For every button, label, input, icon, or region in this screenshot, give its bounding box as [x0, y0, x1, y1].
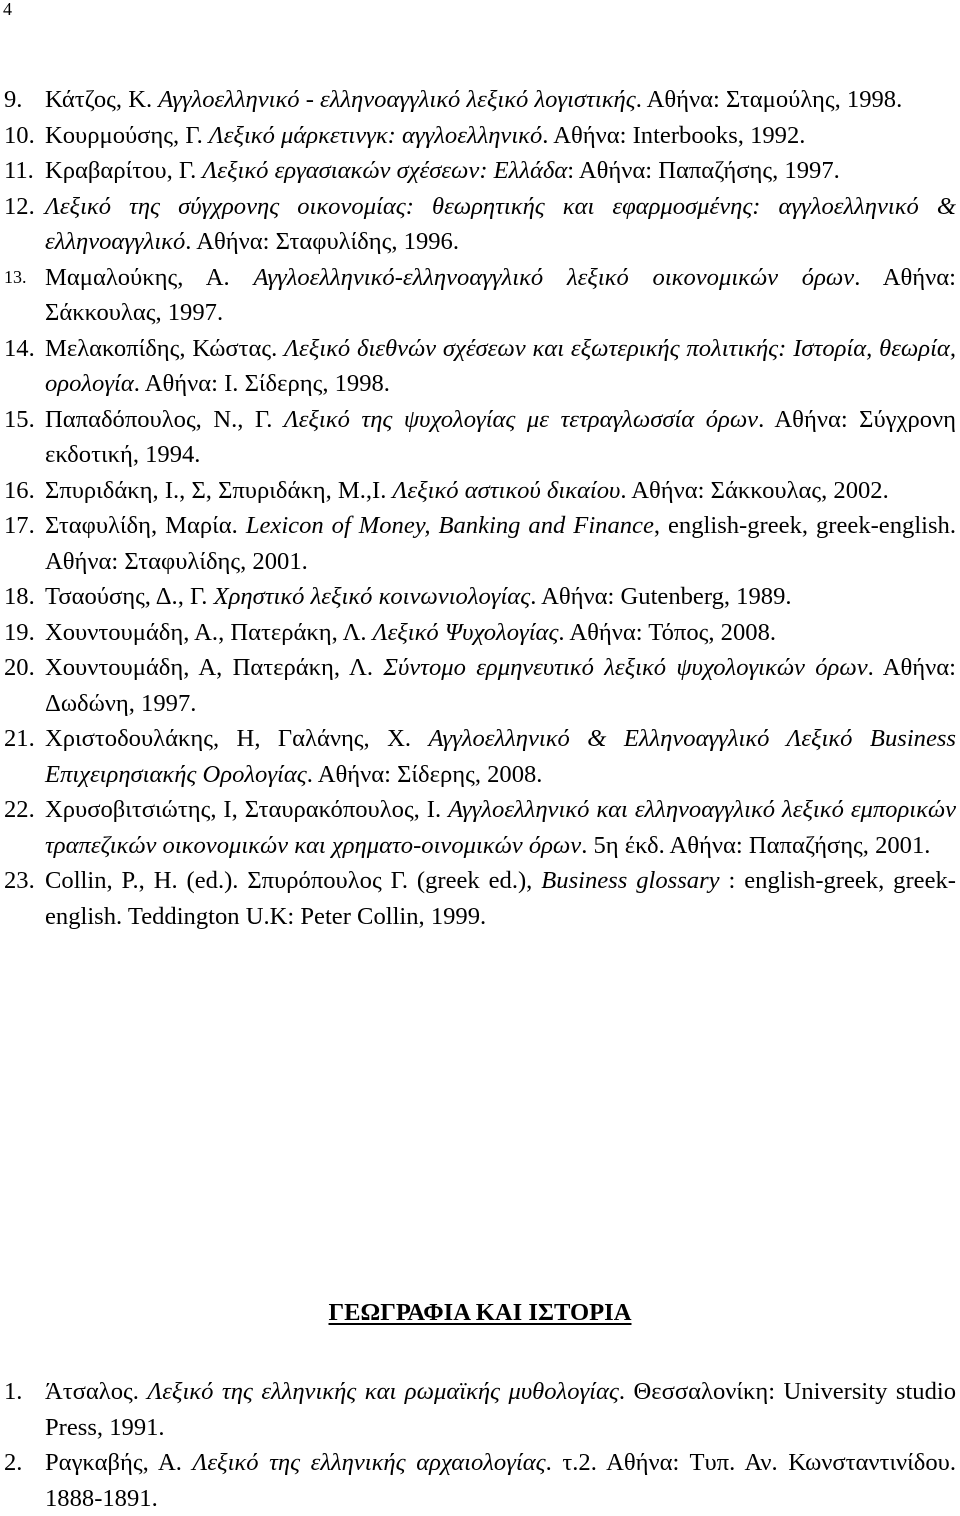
entry-author: Ραγκαβής, Α. [45, 1449, 193, 1476]
list-item [0, 615, 960, 651]
list-item [0, 792, 960, 863]
entry-author: Μαμαλούκης, Α. [45, 263, 254, 291]
page-number: 4 [3, 0, 12, 19]
entry-title: Λεξικό της σύγχρονης οικονομίας: θεωρητικής και εφαρμοσμένης: αγγλοελληνικό & ελληνοαγγλικό [45, 192, 956, 255]
entry-publication: . Αθήνα: Σταμούλης, 1998. [635, 86, 903, 113]
entry-title: Λεξικό μάρκετινγκ: αγγλοελληνικό [208, 121, 543, 149]
entry-number: 23. [4, 867, 35, 894]
list-item [0, 331, 960, 402]
list-item [0, 579, 960, 615]
entry-author: Χουντουμάδη, Α, Πατεράκη, Λ. [45, 654, 384, 681]
entry-author: Κραβαρίτου, Γ. [45, 157, 203, 184]
entry-publication: . 5η έκδ. Αθήνα: Παπαζήσης, 2001. [581, 831, 931, 859]
entry-title: Αγγλοελληνικό - ελληνοαγγλικό λεξικό λογιστικής [158, 86, 636, 113]
entry-publication: . Αθήνα: Σύγχρονη εκδοτική, 1994. [45, 405, 957, 468]
entry-publication: . Αθήνα: Τόπος, 2008. [558, 618, 777, 646]
entry-publication: : Αθήνα: Παπαζήσης, 1997. [567, 157, 840, 184]
entry-author: Κουρμούσης, Γ. [45, 121, 209, 149]
entry-author: Κάτζος, Κ. [45, 86, 159, 113]
entry-number: 20. [4, 654, 35, 681]
entry-number: 11. [4, 157, 34, 184]
entry-title: Business glossary [541, 867, 720, 894]
entry-title: Αγγλοελληνικό & Ελληνοαγγλικό Λεξικό Business Επιχειρησιακής Ορολογίας [45, 725, 957, 788]
entry-title: Αγγλοελληνικό-ελληνοαγγλικό λεξικό οικονομικών όρων [253, 263, 855, 291]
entry-publication: . Αθήνα: Δωδώνη, 1997. [45, 654, 956, 717]
entry-author: Χριστοδουλάκης, Η, Γαλάνης, Χ. [45, 725, 429, 752]
list-item [0, 1445, 960, 1516]
entry-author: Σταφυλίδη, Μαρία. [45, 512, 246, 539]
entry-publication: . Αθήνα: Σταφυλίδης, 1996. [185, 228, 459, 255]
list-item [0, 82, 960, 118]
entry-publication: : english-greek, greek-english. Teddington U.K: Peter Collin, 1999. [45, 867, 956, 930]
entry-title: Λεξικό της ελληνικής και ρωμαϊκής μυθολογίας [147, 1378, 619, 1405]
entry-number: 14. [4, 334, 35, 362]
entry-publication: . Αθήνα: Interbooks, 1992. [542, 121, 806, 149]
list-item [0, 118, 960, 154]
entry-number: 17. [4, 512, 35, 539]
entry-number: 13. [4, 266, 27, 287]
entry-number: 15. [4, 405, 35, 433]
entry-publication: . Αθήνα: Σάκκουλας, 1997. [45, 263, 956, 326]
entry-title: Χρηστικό λεξικό κοινωνιολογίας [213, 583, 531, 610]
list-item [0, 508, 960, 579]
list-item [0, 153, 960, 189]
entry-title: Λεξικό της ψυχολογίας με τετραγλωσσία όρων [283, 405, 759, 433]
list-item [0, 650, 960, 721]
entry-title: Λεξικό εργασιακών σχέσεων: Ελλάδα [202, 157, 568, 184]
entry-publication: . Αθήνα: Σίδερης, 2008. [306, 760, 543, 788]
entry-title: Αγγλοελληνικό και ελληνοαγγλικό λεξικό εμπορικών τραπεζικών οικονομικών και χρηματο-οινομικών όρων [45, 796, 956, 859]
entry-author: Μελακοπίδης, Κώστας. [45, 334, 285, 362]
entry-title: Λεξικό Ψυχολογίας [372, 618, 559, 646]
list-item [0, 1374, 960, 1445]
entry-publication: . Θεσσαλονίκη: University studio Press, 1991. [45, 1378, 956, 1441]
entry-number: 19. [4, 618, 35, 646]
list-item [0, 402, 960, 473]
entry-author: Άτσαλος. [45, 1378, 148, 1405]
list-item [0, 473, 960, 509]
entry-author: Παπαδόπουλος, Ν., Γ. [45, 405, 284, 433]
entry-publication: . Αθήνα: Gutenberg, 1989. [530, 583, 792, 610]
entry-number: 18. [4, 583, 35, 610]
entry-number: 21. [4, 725, 35, 752]
entry-number: 16. [4, 476, 35, 504]
history-bibliography-list [0, 1374, 960, 1516]
entry-title: Lexicon of Money, Banking and Finance [245, 512, 654, 539]
entry-title: Σύντομο ερμηνευτικό λεξικό ψυχολογικών όρων [383, 654, 868, 681]
entry-author: Collin, P., H. (ed.). Σπυρόπουλος Γ. (greek ed.), [45, 867, 542, 894]
dictionary-bibliography-list [0, 82, 960, 934]
list-item [0, 721, 960, 792]
entry-number: 9. [4, 86, 23, 113]
entry-title: Λεξικό διεθνών σχέσεων και εξωτερικής πολιτικής: Ιστορία, θεωρία, ορολογία [45, 334, 956, 397]
entry-publication: . τ.2. Αθήνα: Τυπ. Αν. Κωνσταντινίδου. 1888-1891. [45, 1449, 957, 1512]
entry-author: Χρυσοβιτσιώτης, Ι, Σταυρακόπουλος, Ι. [45, 796, 449, 823]
entry-publication: , english-greek, greek-english. Αθήνα: Σταφυλίδης, 2001. [45, 512, 956, 575]
entry-number: 2. [4, 1449, 23, 1476]
entry-number: 1. [4, 1378, 23, 1405]
list-item [0, 863, 960, 934]
entry-author: Σπυριδάκη, Ι., Σ, Σπυριδάκη, Μ.,Ι. [45, 476, 393, 504]
section-heading: ΓΕΩΓΡΑΦΙΑ ΚΑΙ ΙΣΤΟΡΙΑ [328, 1299, 632, 1326]
entry-number: 12. [4, 192, 35, 220]
entry-publication: . Αθήνα: Σάκκουλας, 2002. [620, 476, 889, 504]
list-item [0, 189, 960, 260]
entry-author: Χουντουμάδη, Α., Πατεράκη, Λ. [45, 618, 373, 646]
entry-number: 22. [4, 796, 35, 823]
entry-publication: . Αθήνα: Ι. Σίδερης, 1998. [133, 370, 390, 397]
entry-number: 10. [4, 121, 35, 149]
entry-title: Λεξικό της ελληνικής αρχαιολογίας [192, 1449, 546, 1476]
list-item [0, 260, 960, 331]
entry-author: Τσαούσης, Δ., Γ. [45, 583, 214, 610]
entry-title: Λεξικό αστικού δικαίου [392, 476, 621, 504]
